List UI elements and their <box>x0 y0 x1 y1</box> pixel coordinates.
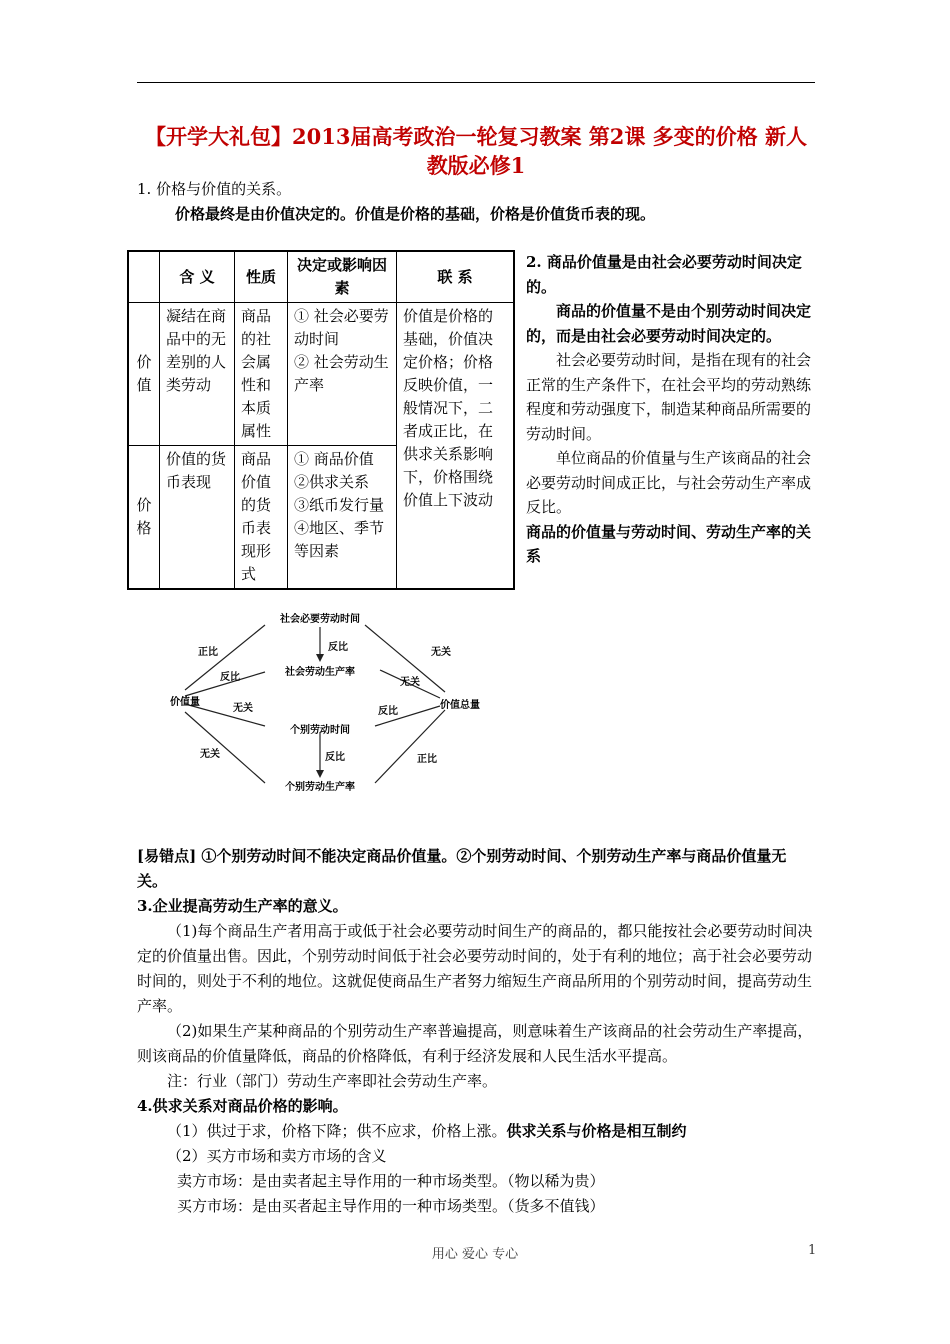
table-header-cell: 性质 <box>235 251 288 303</box>
table-header-cell: 决定或影响因素 <box>288 251 397 303</box>
nature-cell: 商品的社会属性和本质属性 <box>235 303 288 446</box>
label-snlt-slp: 反比 <box>328 642 348 653</box>
body-text <box>137 844 815 1219</box>
label-snlt-total: 无关 <box>431 647 451 658</box>
node-slp: 社会劳动生产率 <box>285 667 355 678</box>
label-value-snlt: 正比 <box>198 647 218 658</box>
easy-error-note: [易错点] ①个别劳动时间不能决定商品价值量。②个别劳动时间、个别劳动生产率与商品价值量无关。 <box>137 847 787 890</box>
section-4-para-1-text: （1）供过于求，价格下降；供不应求，价格上涨。 <box>167 1122 507 1140</box>
table-header-row <box>128 251 514 303</box>
node-ilt: 个别劳动时间 <box>290 725 350 736</box>
label-value-ilt: 无关 <box>233 703 253 714</box>
section-3-note: 注：行业（部门）劳动生产率即社会劳动生产率。 <box>167 1072 498 1090</box>
section-4-para-1 <box>137 1119 815 1144</box>
meaning-cell: 凝结在商品中的无差别的人类劳动 <box>160 303 235 446</box>
page-number: 1 <box>808 1243 817 1258</box>
header-rule <box>137 82 815 83</box>
section-1-heading: 1. 价格与价值的关系。 <box>137 180 292 198</box>
section-3-para-1: （1)每个商品生产者用高于或低于社会必要劳动时间生产的商品的，都只能按社会必要劳动时间决定的价值量出售。因此，个别劳动时间低于社会必要劳动时间的，处于有利的地位；高于社会必要劳动时间的，则处于不利的地位。这就促使商品生产者努力缩短生产商品所用的个别劳动时间，提高劳动生产率。 <box>137 922 813 1015</box>
node-snlt: 社会必要劳动时间 <box>280 614 360 625</box>
buyer-market: 买方市场：是由买者起主导作用的一种市场类型。（货多不值钱） <box>177 1197 605 1215</box>
link-cell: 价值是价格的基础，价值决定价格；价格反映价值，一般情况下，二者成正比，在供求关系影响下，价格围绕价值上下波动 <box>397 303 515 590</box>
section-2-para-1: 社会必要劳动时间，是指在现有的社会正常的生产条件下，在社会平均的劳动熟练程度和劳动强度下，制造某种商品所需要的劳动时间。 <box>526 351 812 443</box>
factors-cell: ① 社会必要劳动时间 ② 社会劳动生产率 <box>288 303 397 446</box>
document-title: 【开学大礼包】2013届高考政治一轮复习教案 第2课 多变的价格 新人教版必修1 <box>145 124 807 178</box>
table-header-cell: 联 系 <box>397 251 515 303</box>
label-ilt-ilp: 反比 <box>325 752 345 763</box>
section-2-caption: 商品的价值量与劳动时间、劳动生产率的关系 <box>526 522 812 565</box>
section-2 <box>526 250 818 569</box>
node-value: 价值量 <box>170 697 200 708</box>
row-label: 价格 <box>128 446 160 590</box>
section-4-heading: 4.供求关系对商品价格的影响。 <box>137 1097 348 1115</box>
label-value-ilp: 无关 <box>200 749 220 760</box>
node-total: 价值总量 <box>440 700 480 711</box>
section-2-heading: 2. 商品价值量是由社会必要劳动时间决定的。 <box>526 253 802 296</box>
label-slp-total: 无关 <box>400 677 420 688</box>
price-value-table <box>127 250 515 590</box>
factors-cell: ① 商品价值 ②供求关系 ③纸币发行量④地区、季节等因素 <box>288 446 397 590</box>
section-2-para-2: 单位商品的价值量与生产该商品的社会必要劳动时间成正比，与社会劳动生产率成反比。 <box>526 449 812 516</box>
value-relationship-diagram <box>155 600 495 800</box>
section-1-bold: 价格最终是由价值决定的。价值是价格的基础，价格是价值货币表的现。 <box>175 205 656 223</box>
seller-market: 卖方市场：是由卖者起主导作用的一种市场类型。（物以稀为贵） <box>177 1172 605 1190</box>
section-3-heading: 3.企业提高劳动生产率的意义。 <box>137 897 348 915</box>
table-header-cell <box>128 251 160 303</box>
section-4-para-1-bold: 供求关系与价格是相互制约 <box>506 1122 687 1140</box>
nature-cell: 商品价值的货币表现形式 <box>235 446 288 590</box>
row-label: 价值 <box>128 303 160 446</box>
section-4-para-2: （2）买方市场和卖方市场的含义 <box>167 1147 387 1165</box>
section-2-bold: 商品的价值量不是由个别劳动时间决定的，而是由社会必要劳动时间决定的。 <box>526 302 812 345</box>
table-row <box>128 303 514 446</box>
section-3-para-2: （2)如果生产某种商品的个别劳动生产率普遍提高，则意味着生产该商品的社会劳动生产率提高，则该商品的价值量降低，商品的价格降低，有利于经济发展和人民生活水平提高。 <box>137 1022 813 1065</box>
label-ilt-total: 反比 <box>378 706 398 717</box>
node-ilp: 个别劳动生产率 <box>285 782 355 793</box>
table-header-cell: 含 义 <box>160 251 235 303</box>
label-value-slp: 反比 <box>220 672 240 683</box>
page-footer: 用心 爱心 专心 <box>431 1247 519 1262</box>
label-ilp-total: 正比 <box>417 754 437 765</box>
meaning-cell: 价值的货币表现 <box>160 446 235 590</box>
